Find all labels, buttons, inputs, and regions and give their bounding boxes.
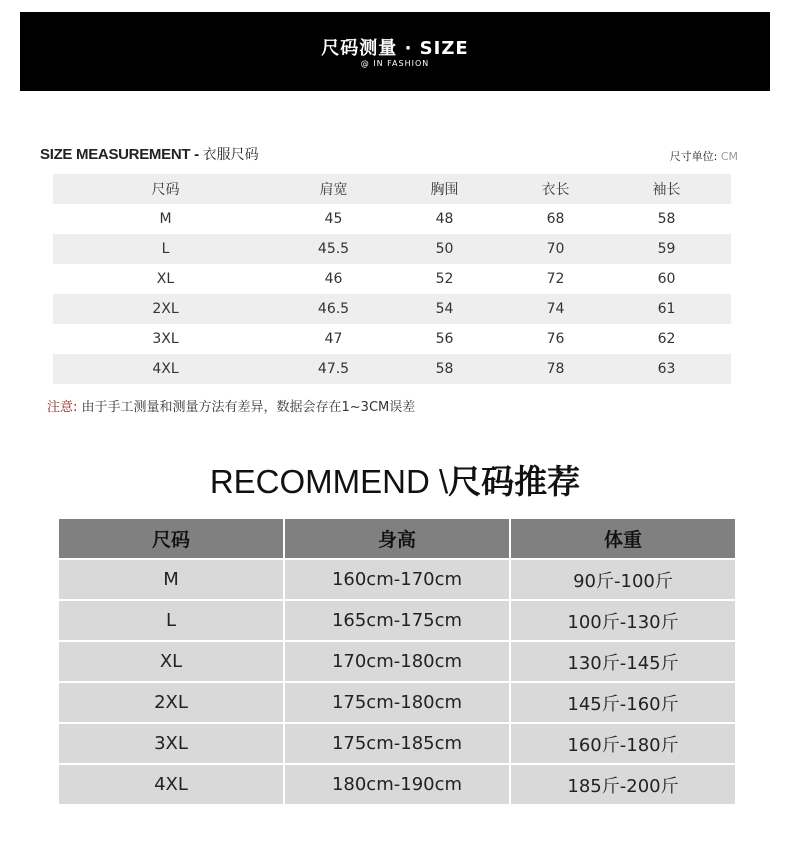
- weight-cell: 130斤-145斤: [511, 642, 735, 681]
- empty-cell: [722, 294, 731, 324]
- shoulder-cell: 46.5: [317, 301, 350, 317]
- size-cell: 2XL: [152, 301, 179, 317]
- weight-cell: 145斤-160斤: [511, 683, 735, 722]
- chest-cell: 48: [435, 211, 454, 227]
- sleeve-cell: 63: [657, 361, 676, 377]
- size-cell: 4XL: [152, 361, 179, 377]
- empty-cell: [722, 324, 731, 354]
- size-header-cell: 袖长: [652, 182, 681, 198]
- empty-cell: [722, 234, 731, 264]
- table-row: [59, 765, 735, 804]
- banner-subtitle: @ IN FASHION: [360, 59, 430, 68]
- size-cell: 3XL: [152, 331, 179, 347]
- recommend-title-zh: 尺码推荐: [448, 462, 581, 501]
- size-cell: XL: [156, 271, 175, 287]
- note-text: 由于手工测量和测量方法有差异，数据会存在1~3CM误差: [77, 400, 416, 415]
- table-row: [53, 264, 731, 294]
- chest-cell: 50: [435, 241, 454, 257]
- size-cell: L: [161, 241, 170, 257]
- weight-cell: 185斤-200斤: [511, 765, 735, 804]
- length-cell: 70: [546, 241, 565, 257]
- recommend-header-cell: 尺码: [59, 519, 283, 558]
- sleeve-cell: 59: [657, 241, 676, 257]
- weight-cell: 90斤-100斤: [511, 560, 735, 599]
- chest-cell: 58: [435, 361, 454, 377]
- shoulder-cell: 45: [324, 211, 343, 227]
- unit-label: [670, 148, 738, 164]
- unit-label-text: 尺寸单位:: [669, 150, 718, 163]
- empty-cell: [722, 354, 731, 384]
- table-row: [53, 294, 731, 324]
- weight-cell: 160斤-180斤: [511, 724, 735, 763]
- table-row: [53, 324, 731, 354]
- unit-value: CM: [720, 150, 738, 163]
- height-cell: 175cm-180cm: [285, 683, 509, 722]
- size-cell: 4XL: [59, 765, 283, 804]
- shoulder-cell: 47: [324, 331, 343, 347]
- length-cell: 68: [546, 211, 565, 227]
- size-cell: 3XL: [59, 724, 283, 763]
- length-cell: 78: [546, 361, 565, 377]
- size-recommend-table: [57, 517, 737, 806]
- banner-title: 尺码测量 · SIZE: [321, 38, 469, 59]
- size-cell: M: [59, 560, 283, 599]
- size-cell: XL: [59, 642, 283, 681]
- table-row: [59, 683, 735, 722]
- chest-cell: 54: [435, 301, 454, 317]
- size-measurement-table: [53, 174, 731, 384]
- recommend-header-row: [59, 519, 735, 558]
- size-cell: 2XL: [59, 683, 283, 722]
- height-cell: 160cm-170cm: [285, 560, 509, 599]
- recommend-header-cell: 体重: [511, 519, 735, 558]
- table-row: [59, 642, 735, 681]
- note-label: 注意:: [47, 400, 78, 415]
- length-cell: 74: [546, 301, 565, 317]
- recommend-header-cell: 身高: [285, 519, 509, 558]
- table-row: [53, 204, 731, 234]
- size-measurement-title-en: SIZE MEASUREMENT -: [40, 146, 203, 163]
- shoulder-cell: 47.5: [317, 361, 350, 377]
- height-cell: 170cm-180cm: [285, 642, 509, 681]
- size-table-header-row: [53, 174, 731, 204]
- sleeve-cell: 58: [657, 211, 676, 227]
- height-cell: 165cm-175cm: [285, 601, 509, 640]
- height-cell: 175cm-185cm: [285, 724, 509, 763]
- shoulder-cell: 46: [324, 271, 343, 287]
- chest-cell: 52: [435, 271, 454, 287]
- size-header-cell: 肩宽: [319, 182, 348, 198]
- weight-cell: 100斤-130斤: [511, 601, 735, 640]
- height-cell: 180cm-190cm: [285, 765, 509, 804]
- sleeve-cell: 61: [657, 301, 676, 317]
- shoulder-cell: 45.5: [317, 241, 350, 257]
- size-header-cell: 尺码: [151, 182, 180, 198]
- measurement-note: [47, 396, 415, 415]
- empty-cell: [722, 264, 731, 294]
- size-cell: M: [159, 211, 172, 227]
- table-row: [59, 601, 735, 640]
- size-header-cell: 胸围: [430, 182, 459, 198]
- size-cell: L: [59, 601, 283, 640]
- table-row: [59, 724, 735, 763]
- size-header-cell: [722, 174, 731, 204]
- size-measurement-title: [40, 144, 259, 164]
- sleeve-cell: 62: [657, 331, 676, 347]
- recommend-title: [0, 456, 790, 503]
- chest-cell: 56: [435, 331, 454, 347]
- sleeve-cell: 60: [657, 271, 676, 287]
- header-banner: [20, 12, 770, 91]
- table-row: [53, 354, 731, 384]
- size-measurement-title-zh: 衣服尺码: [202, 147, 259, 163]
- length-cell: 76: [546, 331, 565, 347]
- length-cell: 72: [546, 271, 565, 287]
- empty-cell: [722, 204, 731, 234]
- size-header-cell: 衣长: [541, 182, 570, 198]
- table-row: [53, 234, 731, 264]
- recommend-title-en: RECOMMEND \: [209, 463, 449, 500]
- table-row: [59, 560, 735, 599]
